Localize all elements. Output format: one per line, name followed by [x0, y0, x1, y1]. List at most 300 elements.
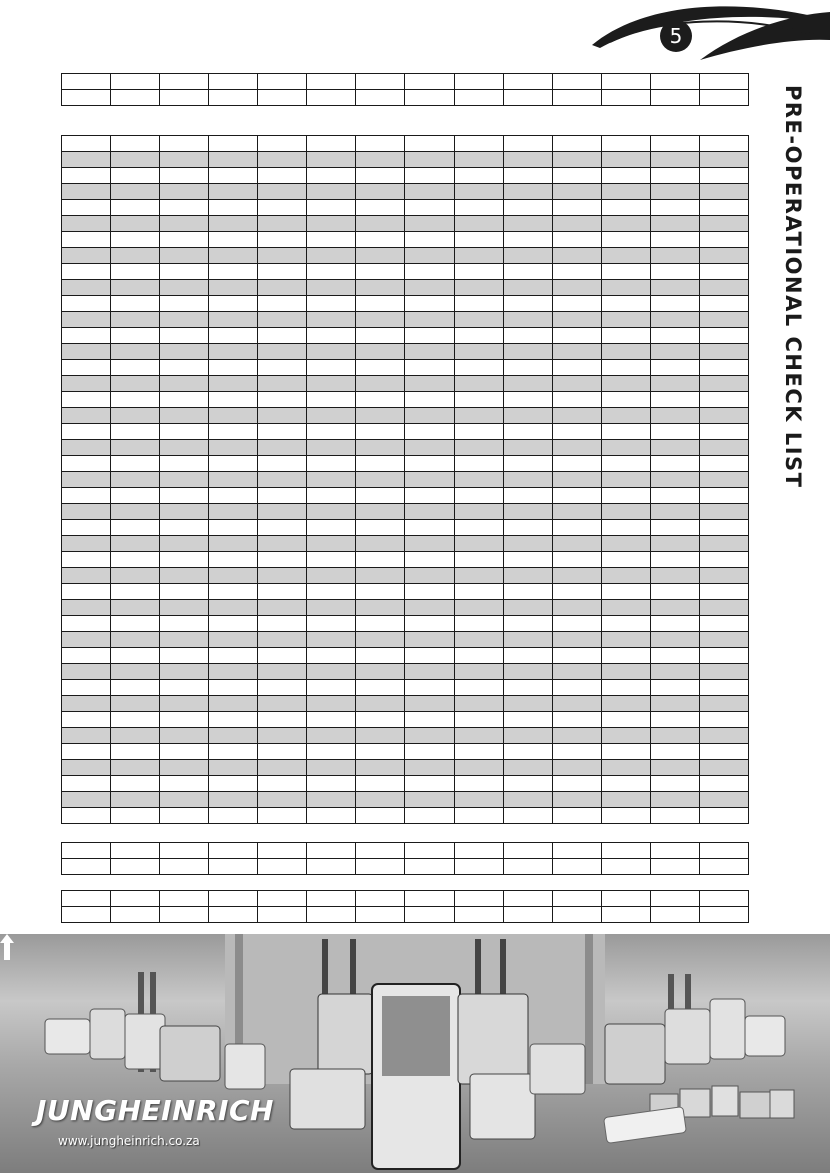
checklist-cell[interactable] — [356, 424, 405, 440]
checklist-cell[interactable] — [111, 152, 160, 168]
checklist-cell[interactable] — [601, 456, 650, 472]
checklist-cell[interactable] — [160, 696, 209, 712]
checklist-cell[interactable] — [111, 376, 160, 392]
checklist-cell[interactable] — [209, 891, 258, 907]
checklist-cell[interactable] — [356, 200, 405, 216]
checklist-cell[interactable] — [601, 632, 650, 648]
checklist-cell[interactable] — [307, 859, 356, 875]
checklist-cell[interactable] — [209, 376, 258, 392]
checklist-cell[interactable] — [699, 392, 748, 408]
checklist-cell[interactable] — [601, 488, 650, 504]
checklist-cell[interactable] — [62, 728, 111, 744]
checklist-cell[interactable] — [111, 760, 160, 776]
checklist-cell[interactable] — [356, 907, 405, 923]
checklist-cell[interactable] — [258, 200, 307, 216]
checklist-cell[interactable] — [552, 536, 601, 552]
checklist-cell[interactable] — [307, 760, 356, 776]
checklist-cell[interactable] — [699, 907, 748, 923]
checklist-cell[interactable] — [405, 344, 454, 360]
checklist-cell[interactable] — [209, 424, 258, 440]
checklist-cell[interactable] — [356, 808, 405, 824]
checklist-cell[interactable] — [62, 440, 111, 456]
checklist-cell[interactable] — [454, 616, 503, 632]
checklist-cell[interactable] — [650, 728, 699, 744]
checklist-cell[interactable] — [160, 488, 209, 504]
checklist-cell[interactable] — [503, 744, 552, 760]
checklist-cell[interactable] — [62, 360, 111, 376]
checklist-cell[interactable] — [454, 728, 503, 744]
checklist-cell[interactable] — [111, 891, 160, 907]
checklist-cell[interactable] — [601, 232, 650, 248]
checklist-cell[interactable] — [356, 859, 405, 875]
checklist-cell[interactable] — [209, 136, 258, 152]
checklist-cell[interactable] — [160, 344, 209, 360]
checklist-cell[interactable] — [503, 392, 552, 408]
checklist-cell[interactable] — [405, 859, 454, 875]
checklist-cell[interactable] — [405, 520, 454, 536]
checklist-cell[interactable] — [454, 843, 503, 859]
checklist-cell[interactable] — [258, 648, 307, 664]
checklist-cell[interactable] — [258, 408, 307, 424]
checklist-cell[interactable] — [650, 312, 699, 328]
checklist-cell[interactable] — [454, 907, 503, 923]
checklist-cell[interactable] — [699, 424, 748, 440]
checklist-cell[interactable] — [552, 328, 601, 344]
checklist-cell[interactable] — [503, 376, 552, 392]
checklist-cell[interactable] — [307, 776, 356, 792]
checklist-cell[interactable] — [405, 808, 454, 824]
checklist-cell[interactable] — [601, 776, 650, 792]
checklist-cell[interactable] — [503, 552, 552, 568]
checklist-cell[interactable] — [503, 440, 552, 456]
checklist-cell[interactable] — [552, 552, 601, 568]
checklist-cell[interactable] — [601, 536, 650, 552]
checklist-cell[interactable] — [111, 90, 160, 106]
checklist-cell[interactable] — [503, 891, 552, 907]
checklist-cell[interactable] — [356, 536, 405, 552]
checklist-cell[interactable] — [699, 616, 748, 632]
checklist-cell[interactable] — [111, 520, 160, 536]
checklist-cell[interactable] — [111, 408, 160, 424]
checklist-cell[interactable] — [356, 584, 405, 600]
checklist-cell[interactable] — [62, 744, 111, 760]
checklist-cell[interactable] — [62, 536, 111, 552]
checklist-cell[interactable] — [62, 312, 111, 328]
checklist-cell[interactable] — [405, 891, 454, 907]
checklist-cell[interactable] — [699, 184, 748, 200]
checklist-cell[interactable] — [111, 264, 160, 280]
checklist-cell[interactable] — [62, 90, 111, 106]
checklist-cell[interactable] — [552, 584, 601, 600]
checklist-cell[interactable] — [454, 328, 503, 344]
checklist-cell[interactable] — [650, 520, 699, 536]
checklist-cell[interactable] — [356, 568, 405, 584]
checklist-cell[interactable] — [503, 616, 552, 632]
checklist-cell[interactable] — [454, 74, 503, 90]
checklist-cell[interactable] — [307, 90, 356, 106]
checklist-cell[interactable] — [405, 504, 454, 520]
checklist-cell[interactable] — [62, 216, 111, 232]
checklist-cell[interactable] — [405, 472, 454, 488]
checklist-cell[interactable] — [405, 907, 454, 923]
checklist-cell[interactable] — [601, 328, 650, 344]
checklist-cell[interactable] — [650, 552, 699, 568]
checklist-cell[interactable] — [699, 536, 748, 552]
checklist-cell[interactable] — [160, 776, 209, 792]
checklist-cell[interactable] — [650, 712, 699, 728]
checklist-cell[interactable] — [503, 280, 552, 296]
checklist-cell[interactable] — [699, 728, 748, 744]
checklist-cell[interactable] — [601, 792, 650, 808]
checklist-cell[interactable] — [552, 360, 601, 376]
checklist-cell[interactable] — [552, 792, 601, 808]
checklist-cell[interactable] — [503, 74, 552, 90]
checklist-cell[interactable] — [62, 264, 111, 280]
checklist-cell[interactable] — [209, 680, 258, 696]
checklist-cell[interactable] — [503, 184, 552, 200]
checklist-cell[interactable] — [699, 408, 748, 424]
checklist-cell[interactable] — [650, 392, 699, 408]
checklist-cell[interactable] — [601, 216, 650, 232]
checklist-cell[interactable] — [699, 712, 748, 728]
checklist-cell[interactable] — [503, 728, 552, 744]
checklist-cell[interactable] — [307, 504, 356, 520]
checklist-cell[interactable] — [307, 843, 356, 859]
checklist-cell[interactable] — [209, 74, 258, 90]
checklist-cell[interactable] — [503, 424, 552, 440]
checklist-cell[interactable] — [405, 264, 454, 280]
checklist-cell[interactable] — [405, 632, 454, 648]
checklist-cell[interactable] — [111, 536, 160, 552]
checklist-cell[interactable] — [258, 712, 307, 728]
checklist-cell[interactable] — [209, 664, 258, 680]
checklist-cell[interactable] — [699, 504, 748, 520]
checklist-cell[interactable] — [307, 440, 356, 456]
checklist-cell[interactable] — [405, 232, 454, 248]
checklist-cell[interactable] — [258, 296, 307, 312]
checklist-cell[interactable] — [356, 344, 405, 360]
checklist-cell[interactable] — [650, 696, 699, 712]
checklist-cell[interactable] — [699, 696, 748, 712]
checklist-cell[interactable] — [650, 216, 699, 232]
checklist-cell[interactable] — [454, 584, 503, 600]
checklist-cell[interactable] — [699, 360, 748, 376]
checklist-cell[interactable] — [503, 520, 552, 536]
checklist-cell[interactable] — [552, 728, 601, 744]
checklist-cell[interactable] — [503, 152, 552, 168]
checklist-cell[interactable] — [650, 891, 699, 907]
checklist-cell[interactable] — [601, 74, 650, 90]
checklist-cell[interactable] — [111, 184, 160, 200]
checklist-cell[interactable] — [699, 488, 748, 504]
checklist-cell[interactable] — [454, 440, 503, 456]
brand-website[interactable]: www.jungheinrich.co.za — [58, 1134, 200, 1148]
checklist-cell[interactable] — [503, 843, 552, 859]
checklist-cell[interactable] — [356, 456, 405, 472]
checklist-cell[interactable] — [552, 808, 601, 824]
checklist-cell[interactable] — [503, 907, 552, 923]
checklist-cell[interactable] — [552, 200, 601, 216]
checklist-cell[interactable] — [405, 456, 454, 472]
checklist-cell[interactable] — [552, 664, 601, 680]
checklist-cell[interactable] — [209, 216, 258, 232]
checklist-cell[interactable] — [699, 216, 748, 232]
checklist-cell[interactable] — [552, 168, 601, 184]
checklist-cell[interactable] — [160, 808, 209, 824]
checklist-cell[interactable] — [307, 664, 356, 680]
checklist-cell[interactable] — [111, 859, 160, 875]
checklist-cell[interactable] — [356, 664, 405, 680]
checklist-cell[interactable] — [258, 792, 307, 808]
checklist-cell[interactable] — [650, 776, 699, 792]
checklist-cell[interactable] — [454, 680, 503, 696]
checklist-cell[interactable] — [209, 744, 258, 760]
checklist-cell[interactable] — [258, 152, 307, 168]
checklist-cell[interactable] — [650, 907, 699, 923]
checklist-cell[interactable] — [258, 184, 307, 200]
checklist-cell[interactable] — [650, 408, 699, 424]
checklist-cell[interactable] — [699, 600, 748, 616]
checklist-cell[interactable] — [160, 74, 209, 90]
checklist-cell[interactable] — [503, 600, 552, 616]
checklist-cell[interactable] — [601, 891, 650, 907]
checklist-cell[interactable] — [160, 90, 209, 106]
checklist-cell[interactable] — [356, 376, 405, 392]
checklist-cell[interactable] — [552, 712, 601, 728]
checklist-cell[interactable] — [699, 90, 748, 106]
checklist-cell[interactable] — [405, 328, 454, 344]
checklist-cell[interactable] — [454, 376, 503, 392]
checklist-cell[interactable] — [160, 248, 209, 264]
checklist-cell[interactable] — [111, 328, 160, 344]
checklist-cell[interactable] — [601, 392, 650, 408]
checklist-cell[interactable] — [62, 843, 111, 859]
checklist-cell[interactable] — [258, 843, 307, 859]
checklist-cell[interactable] — [209, 168, 258, 184]
checklist-cell[interactable] — [111, 744, 160, 760]
checklist-cell[interactable] — [552, 907, 601, 923]
checklist-cell[interactable] — [552, 90, 601, 106]
checklist-cell[interactable] — [62, 664, 111, 680]
checklist-cell[interactable] — [160, 312, 209, 328]
checklist-cell[interactable] — [356, 312, 405, 328]
checklist-cell[interactable] — [405, 584, 454, 600]
checklist-cell[interactable] — [62, 696, 111, 712]
checklist-cell[interactable] — [356, 296, 405, 312]
checklist-cell[interactable] — [258, 680, 307, 696]
checklist-cell[interactable] — [111, 216, 160, 232]
checklist-cell[interactable] — [650, 376, 699, 392]
checklist-cell[interactable] — [601, 312, 650, 328]
checklist-cell[interactable] — [258, 488, 307, 504]
checklist-cell[interactable] — [454, 200, 503, 216]
checklist-cell[interactable] — [454, 504, 503, 520]
checklist-cell[interactable] — [552, 696, 601, 712]
checklist-cell[interactable] — [405, 90, 454, 106]
checklist-cell[interactable] — [258, 248, 307, 264]
checklist-cell[interactable] — [307, 280, 356, 296]
checklist-cell[interactable] — [160, 568, 209, 584]
checklist-cell[interactable] — [62, 232, 111, 248]
checklist-cell[interactable] — [209, 843, 258, 859]
checklist-cell[interactable] — [111, 296, 160, 312]
checklist-cell[interactable] — [405, 408, 454, 424]
checklist-cell[interactable] — [258, 312, 307, 328]
checklist-cell[interactable] — [503, 760, 552, 776]
checklist-cell[interactable] — [307, 376, 356, 392]
checklist-cell[interactable] — [405, 168, 454, 184]
checklist-cell[interactable] — [160, 664, 209, 680]
checklist-cell[interactable] — [601, 136, 650, 152]
checklist-cell[interactable] — [552, 296, 601, 312]
checklist-cell[interactable] — [209, 392, 258, 408]
checklist-cell[interactable] — [503, 200, 552, 216]
checklist-cell[interactable] — [699, 248, 748, 264]
checklist-cell[interactable] — [307, 184, 356, 200]
checklist-cell[interactable] — [258, 456, 307, 472]
checklist-cell[interactable] — [454, 296, 503, 312]
checklist-cell[interactable] — [209, 232, 258, 248]
checklist-cell[interactable] — [209, 200, 258, 216]
checklist-cell[interactable] — [454, 891, 503, 907]
checklist-cell[interactable] — [601, 376, 650, 392]
checklist-cell[interactable] — [699, 648, 748, 664]
checklist-cell[interactable] — [405, 136, 454, 152]
checklist-cell[interactable] — [454, 488, 503, 504]
checklist-cell[interactable] — [601, 344, 650, 360]
checklist-cell[interactable] — [111, 280, 160, 296]
checklist-cell[interactable] — [258, 744, 307, 760]
checklist-cell[interactable] — [650, 808, 699, 824]
checklist-cell[interactable] — [160, 648, 209, 664]
checklist-cell[interactable] — [552, 344, 601, 360]
checklist-cell[interactable] — [111, 696, 160, 712]
checklist-cell[interactable] — [503, 216, 552, 232]
checklist-cell[interactable] — [111, 600, 160, 616]
checklist-cell[interactable] — [307, 152, 356, 168]
checklist-cell[interactable] — [454, 632, 503, 648]
checklist-cell[interactable] — [258, 90, 307, 106]
checklist-cell[interactable] — [209, 792, 258, 808]
checklist-cell[interactable] — [356, 408, 405, 424]
checklist-cell[interactable] — [307, 296, 356, 312]
checklist-cell[interactable] — [258, 328, 307, 344]
checklist-cell[interactable] — [601, 264, 650, 280]
checklist-cell[interactable] — [209, 360, 258, 376]
checklist-cell[interactable] — [307, 344, 356, 360]
checklist-cell[interactable] — [111, 728, 160, 744]
checklist-cell[interactable] — [552, 264, 601, 280]
checklist-cell[interactable] — [699, 74, 748, 90]
checklist-cell[interactable] — [62, 891, 111, 907]
checklist-cell[interactable] — [111, 808, 160, 824]
checklist-cell[interactable] — [650, 168, 699, 184]
checklist-cell[interactable] — [405, 184, 454, 200]
checklist-cell[interactable] — [503, 792, 552, 808]
checklist-cell[interactable] — [699, 808, 748, 824]
checklist-cell[interactable] — [111, 488, 160, 504]
checklist-cell[interactable] — [650, 136, 699, 152]
checklist-cell[interactable] — [405, 696, 454, 712]
checklist-cell[interactable] — [650, 200, 699, 216]
checklist-cell[interactable] — [307, 168, 356, 184]
checklist-cell[interactable] — [307, 328, 356, 344]
checklist-cell[interactable] — [258, 584, 307, 600]
checklist-cell[interactable] — [552, 504, 601, 520]
checklist-cell[interactable] — [160, 184, 209, 200]
checklist-cell[interactable] — [62, 616, 111, 632]
checklist-cell[interactable] — [503, 568, 552, 584]
checklist-cell[interactable] — [699, 280, 748, 296]
checklist-cell[interactable] — [699, 632, 748, 648]
checklist-cell[interactable] — [454, 776, 503, 792]
checklist-cell[interactable] — [405, 776, 454, 792]
checklist-cell[interactable] — [209, 520, 258, 536]
checklist-cell[interactable] — [650, 744, 699, 760]
checklist-cell[interactable] — [209, 312, 258, 328]
checklist-cell[interactable] — [111, 456, 160, 472]
checklist-cell[interactable] — [160, 152, 209, 168]
checklist-cell[interactable] — [356, 90, 405, 106]
checklist-cell[interactable] — [209, 907, 258, 923]
checklist-cell[interactable] — [405, 296, 454, 312]
checklist-cell[interactable] — [258, 536, 307, 552]
checklist-cell[interactable] — [454, 760, 503, 776]
checklist-cell[interactable] — [307, 520, 356, 536]
checklist-cell[interactable] — [650, 536, 699, 552]
checklist-cell[interactable] — [454, 568, 503, 584]
checklist-cell[interactable] — [699, 843, 748, 859]
checklist-cell[interactable] — [552, 136, 601, 152]
checklist-cell[interactable] — [209, 264, 258, 280]
checklist-cell[interactable] — [650, 632, 699, 648]
checklist-cell[interactable] — [258, 424, 307, 440]
checklist-cell[interactable] — [650, 248, 699, 264]
checklist-cell[interactable] — [601, 728, 650, 744]
checklist-cell[interactable] — [307, 200, 356, 216]
checklist-cell[interactable] — [160, 792, 209, 808]
checklist-cell[interactable] — [356, 760, 405, 776]
checklist-cell[interactable] — [356, 248, 405, 264]
checklist-cell[interactable] — [307, 248, 356, 264]
checklist-cell[interactable] — [650, 232, 699, 248]
checklist-cell[interactable] — [209, 296, 258, 312]
checklist-cell[interactable] — [160, 584, 209, 600]
checklist-cell[interactable] — [650, 280, 699, 296]
checklist-cell[interactable] — [650, 680, 699, 696]
checklist-cell[interactable] — [650, 440, 699, 456]
checklist-cell[interactable] — [307, 616, 356, 632]
checklist-cell[interactable] — [650, 264, 699, 280]
checklist-cell[interactable] — [111, 344, 160, 360]
checklist-cell[interactable] — [454, 712, 503, 728]
checklist-cell[interactable] — [601, 440, 650, 456]
checklist-cell[interactable] — [160, 136, 209, 152]
checklist-cell[interactable] — [503, 90, 552, 106]
checklist-cell[interactable] — [699, 891, 748, 907]
checklist-cell[interactable] — [650, 360, 699, 376]
checklist-cell[interactable] — [454, 648, 503, 664]
checklist-cell[interactable] — [601, 616, 650, 632]
checklist-cell[interactable] — [503, 136, 552, 152]
checklist-cell[interactable] — [258, 696, 307, 712]
checklist-cell[interactable] — [405, 216, 454, 232]
checklist-cell[interactable] — [209, 248, 258, 264]
checklist-cell[interactable] — [307, 488, 356, 504]
checklist-cell[interactable] — [356, 136, 405, 152]
checklist-cell[interactable] — [601, 504, 650, 520]
checklist-cell[interactable] — [356, 152, 405, 168]
